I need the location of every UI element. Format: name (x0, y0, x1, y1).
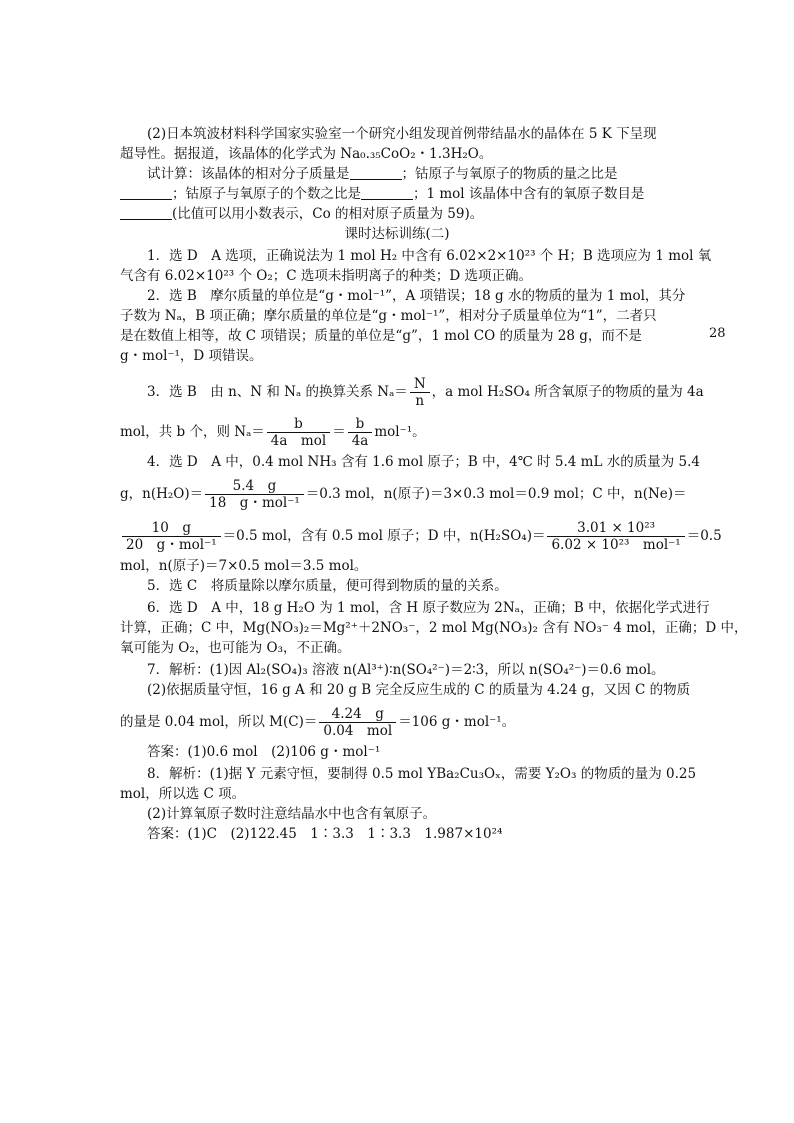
problem-line-5 (120, 204, 483, 224)
answer-3-line-1 (147, 374, 704, 410)
answer-4-line-2 (120, 472, 687, 516)
fraction-water-mass (205, 478, 304, 511)
fraction-n-over-n (410, 376, 430, 409)
answer-text: g，n(H₂O)＝ (120, 486, 204, 502)
answer-7-line-1: 7．解析：(1)因 Al₂(SO₄)₃ 溶液 n(Al³⁺)∶n(SO₄²⁻)＝2∶3，所以 n(SO₄²⁻)＝0.6 mol。 (147, 662, 665, 678)
answer-5-line-1: 5．选 C 将质量除以摩尔质量，便可得到物质的量的关系。 (147, 578, 508, 594)
answer-text: ＝0.3 mol，n(原子)＝3×0.3 mol＝0.9 mol；C 中，n(Ne)＝ (305, 486, 687, 502)
answer-blank-1 (350, 165, 402, 180)
answer-blank-2 (120, 185, 172, 200)
answer-2-line-2: 子数为 Nₐ，B 项正确；摩尔质量的单位是“g・mol⁻¹”，相对分子质量单位为“1”，二者只 (120, 308, 657, 324)
answer-4-line-4: mol，n(原子)＝7×0.5 mol＝3.5 mol。 (120, 558, 368, 574)
fraction-denominator: 4a mol (267, 432, 330, 449)
answer-6-line-2: 计算，正确；C 中，Mg(NO₃)₂＝Mg²⁺＋2NO₃⁻，2 mol Mg(NO₃)₂ 含有 NO₃⁻ 4 mol，正确；D 中， (120, 620, 748, 636)
answer-1-line-1: 1．选 D A 选项，正确说法为 1 mol H₂ 中含有 6.02×2×10²³ 个 H；B 选项应为 1 mol 氧 (147, 248, 712, 264)
fraction-denominator: 18 g・mol⁻¹ (205, 494, 304, 511)
answer-7-line-3 (120, 702, 515, 742)
answer-text: ＝106 g・mol⁻¹。 (398, 714, 516, 730)
answer-text: ＝0.5 (686, 528, 722, 544)
answer-2-line-1: 2．选 B 摩尔质量的单位是“g・mol⁻¹”，A 项错误；18 g 水的物质的量为 1 mol，其分 (147, 288, 686, 304)
answer-2-line-4: g・mol⁻¹，D 项错误。 (120, 348, 263, 364)
fraction-molar-mass-c (319, 706, 396, 739)
problem-text: ；钴原子与氧原子的物质的量之比是 (401, 166, 618, 182)
problem-line-2: 超导性。据报道，该晶体的化学式为 Na₀.₃₅CoO₂・1.3H₂O。 (120, 146, 493, 162)
answer-text: mol⁻¹。 (374, 424, 426, 440)
fraction-numerator: 4.24 g (331, 706, 384, 722)
answer-text: ＝ (332, 424, 346, 440)
answer-3-line-2 (120, 414, 426, 450)
fraction-sulfuric-acid (547, 520, 684, 553)
problem-line-4 (120, 184, 644, 204)
problem-text: ；钴原子与氧原子的个数之比是 (172, 186, 361, 202)
fraction-denominator: 20 g・mol⁻¹ (122, 536, 221, 553)
fraction-b-over-4a (348, 416, 373, 449)
problem-line-3 (147, 164, 618, 184)
fraction-numerator: 5.4 g (232, 478, 277, 494)
answer-1-line-2: 气含有 6.02×10²³ 个 O₂；C 选项未指明离子的种类；D 选项正确。 (120, 268, 532, 284)
answer-text: mol，共 b 个，则 Nₐ＝ (120, 424, 265, 440)
fraction-denominator: 4a (348, 432, 373, 449)
fraction-numerator: b (355, 416, 365, 432)
fraction-denominator: 6.02 × 10²³ mol⁻¹ (547, 536, 684, 553)
answer-blank-3 (361, 185, 413, 200)
answer-8-result: 答案：(1)C (2)122.45 1∶3.3 1∶3.3 1.987×10²⁴ (147, 826, 503, 842)
answer-7-result: 答案：(1)0.6 mol (2)106 g・mol⁻¹ (147, 744, 381, 760)
answer-8-line-1: 8．解析：(1)据 Y 元素守恒，要制得 0.5 mol YBa₂Cu₃Oₓ，需要 Y₂O₃ 的物质的量为 0.25 (147, 766, 697, 782)
answer-text: ，a mol H₂SO₄ 所含氧原子的物质的量为 4a (431, 384, 704, 400)
answer-4-line-1: 4．选 D A 中，0.4 mol NH₃ 含有 1.6 mol 原子；B 中，4℃ 时 5.4 mL 水的质量为 5.4 (147, 454, 700, 470)
problem-line-1: (2)日本筑波材料科学国家实验室一个研究小组发现首例带结晶水的晶体在 5 K 下呈现 (147, 126, 657, 142)
fraction-numerator: 3.01 × 10²³ (577, 520, 656, 536)
answer-4-line-3 (120, 514, 722, 558)
fraction-numerator: b (294, 416, 303, 432)
answer-text: 的量是 0.04 mol，所以 M(C)＝ (120, 714, 318, 730)
answer-8-line-3: (2)计算氧原子数时注意结晶水中也含有氧原子。 (147, 806, 437, 822)
answer-2-line-3: 是在数值上相等，故 C 项错误；质量的单位是“g”，1 mol CO 的质量为 28 g，而不是 (120, 328, 642, 344)
answer-6-line-1: 6．选 D A 中，18 g H₂O 为 1 mol，含 H 原子数应为 2Nₐ，正确；B 中，依据化学式进行 (147, 600, 710, 616)
problem-text: 试计算：该晶体的相对分子质量是 (147, 166, 350, 182)
problem-text: (比值可以用小数表示，Co 的相对原子质量为 59)。 (172, 206, 484, 222)
fraction-denominator: n (410, 392, 430, 409)
problem-text: ；1 mol 该晶体中含有的氧原子数目是 (413, 186, 645, 202)
fraction-denominator: 0.04 mol (319, 722, 396, 739)
fraction-neon-mass (122, 520, 221, 553)
fraction-numerator: N (413, 376, 426, 392)
fraction-numerator: 10 g (151, 520, 191, 536)
answer-8-line-2: mol，所以选 C 项。 (120, 786, 246, 802)
answer-text: ＝0.5 mol，含有 0.5 mol 原子；D 中，n(H₂SO₄)＝ (222, 528, 546, 544)
answer-6-line-3: 氧可能为 O₂，也可能为 O₃，不正确。 (120, 640, 351, 656)
fraction-b-over-4a-mol (267, 416, 330, 449)
answer-blank-4 (120, 205, 172, 220)
page-number: 28 (709, 326, 726, 341)
section-title: 课时达标训练(二) (344, 226, 450, 242)
answer-7-line-2: (2)依据质量守恒，16 g A 和 20 g B 完全反应生成的 C 的质量为 4.24 g，又因 C 的物质 (147, 682, 691, 698)
answer-text: 3．选 B 由 n、N 和 Nₐ 的换算关系 Nₐ＝ (147, 384, 408, 400)
